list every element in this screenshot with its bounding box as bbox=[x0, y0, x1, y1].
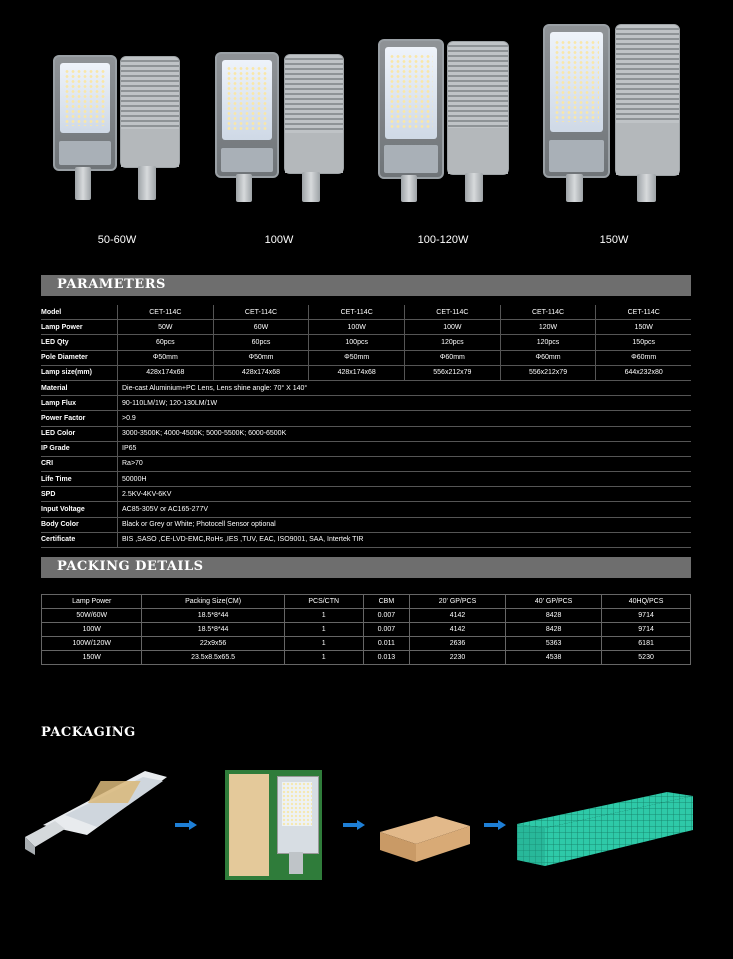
spec-label: Life Time bbox=[41, 475, 72, 483]
spec-row-ip-grade bbox=[41, 442, 691, 457]
table-cell: 2636 bbox=[409, 637, 505, 651]
spec-label: LED Color bbox=[41, 430, 76, 438]
param-cell: 60W bbox=[213, 320, 309, 334]
lamp-front-image bbox=[53, 55, 117, 171]
table-cell: 100W/120W bbox=[42, 637, 142, 651]
container-image bbox=[517, 790, 695, 868]
spec-row-power-factor bbox=[41, 411, 691, 426]
param-cell: 150pcs bbox=[595, 335, 691, 349]
column-header: 40' GP/PCS bbox=[506, 595, 602, 609]
param-cell: Φ50mm bbox=[308, 351, 404, 365]
param-cell: CET-114C bbox=[595, 305, 691, 319]
spec-row-life-time bbox=[41, 472, 691, 487]
param-cell: 120pcs bbox=[500, 335, 596, 349]
table-cell: 2230 bbox=[409, 651, 505, 665]
arrow-icon bbox=[484, 820, 506, 830]
column-header: 40HQ/PCS bbox=[602, 595, 691, 609]
lamp-front-image bbox=[378, 39, 444, 179]
table-row bbox=[42, 651, 691, 665]
spec-row-input-voltage bbox=[41, 502, 691, 517]
table-cell: 8428 bbox=[506, 609, 602, 623]
param-cell: 428x174x68 bbox=[213, 366, 309, 380]
spec-row-body-color bbox=[41, 518, 691, 533]
column-header: 20' GP/PCS bbox=[409, 595, 505, 609]
table-cell: 100W bbox=[42, 623, 142, 637]
spec-label: Power Factor bbox=[41, 414, 86, 422]
table-row bbox=[42, 637, 691, 651]
packing-table bbox=[41, 594, 691, 665]
param-cell: 60pcs bbox=[213, 335, 309, 349]
product-label: 100-120W bbox=[417, 234, 469, 246]
spec-row-cri bbox=[41, 457, 691, 472]
param-cell: 428x174x68 bbox=[308, 366, 404, 380]
param-cell: Φ50mm bbox=[213, 351, 309, 365]
param-cell: 100pcs bbox=[308, 335, 404, 349]
param-cell: Φ60mm bbox=[500, 351, 596, 365]
spec-row-material bbox=[41, 381, 691, 396]
spec-label: SPD bbox=[41, 490, 56, 498]
spec-label: Certificate bbox=[41, 536, 76, 544]
lamp-back-image bbox=[120, 56, 180, 168]
spec-value: AC85-305V or AC165-277V bbox=[117, 502, 691, 516]
param-cell: 100W bbox=[404, 320, 500, 334]
spec-value: 3000-3500K; 4000-4500K; 5000-5500K; 6000-6500K bbox=[117, 427, 691, 441]
param-cell: 100W bbox=[308, 320, 404, 334]
table-cell: 1 bbox=[284, 637, 363, 651]
gift-box-image bbox=[225, 770, 322, 880]
spec-row-certificate bbox=[41, 533, 691, 548]
table-cell: 4538 bbox=[506, 651, 602, 665]
param-cell: CET-114C bbox=[213, 305, 309, 319]
param-cell: Φ60mm bbox=[595, 351, 691, 365]
param-row-led-qty bbox=[41, 335, 691, 350]
param-cell: 428x174x68 bbox=[117, 366, 213, 380]
table-cell: 18.5*8*44 bbox=[142, 609, 284, 623]
arrow-icon bbox=[175, 820, 197, 830]
param-cell: Φ60mm bbox=[404, 351, 500, 365]
product-label: 100W bbox=[264, 234, 294, 246]
table-cell: 6181 bbox=[602, 637, 691, 651]
column-header: PCS/CTN bbox=[284, 595, 363, 609]
table-cell: 0.007 bbox=[363, 623, 409, 637]
spec-value: Die-cast Aluminium+PC Lens, Lens shine angle: 70° X 140° bbox=[117, 381, 691, 395]
spec-label: CRI bbox=[41, 460, 54, 468]
table-cell: 18.5*8*44 bbox=[142, 623, 284, 637]
param-cell: Φ50mm bbox=[117, 351, 213, 365]
spec-value: Ra>70 bbox=[117, 457, 691, 471]
param-cell: 150W bbox=[595, 320, 691, 334]
param-cell: 50W bbox=[117, 320, 213, 334]
spec-row-led-color bbox=[41, 427, 691, 442]
table-cell: 150W bbox=[42, 651, 142, 665]
arrow-icon bbox=[343, 820, 365, 830]
spec-value: >0.9 bbox=[117, 411, 691, 425]
spec-value: IP65 bbox=[117, 442, 691, 456]
param-row-lamp-size bbox=[41, 366, 691, 381]
column-header: CBM bbox=[363, 595, 409, 609]
param-row-pole-diameter bbox=[41, 351, 691, 366]
param-label: Pole Diameter bbox=[41, 354, 88, 362]
table-cell: 9714 bbox=[602, 623, 691, 637]
param-cell: 60pcs bbox=[117, 335, 213, 349]
param-cell: CET-114C bbox=[404, 305, 500, 319]
table-cell: 0.013 bbox=[363, 651, 409, 665]
param-cell: CET-114C bbox=[117, 305, 213, 319]
spec-row-lamp-flux bbox=[41, 396, 691, 411]
param-label: Model bbox=[41, 308, 62, 316]
param-cell: 644x232x80 bbox=[595, 366, 691, 380]
table-cell: 9714 bbox=[602, 609, 691, 623]
product-label: 50-60W bbox=[97, 234, 137, 246]
param-cell: CET-114C bbox=[308, 305, 404, 319]
spec-label: Input Voltage bbox=[41, 506, 85, 514]
spec-value: 2.5KV-4KV-6KV bbox=[117, 487, 691, 501]
lamp-back-image bbox=[615, 24, 680, 176]
table-cell: 0.007 bbox=[363, 609, 409, 623]
table-header-row bbox=[42, 595, 691, 609]
param-row-model bbox=[41, 305, 691, 320]
spec-label: Material bbox=[41, 384, 68, 392]
param-row-lamp-power bbox=[41, 320, 691, 335]
param-cell: 556x212x79 bbox=[500, 366, 596, 380]
spec-label: IP Grade bbox=[41, 445, 70, 453]
spec-value: Black or Grey or White; Photocell Sensor optional bbox=[117, 518, 691, 532]
column-header: Lamp Power bbox=[42, 595, 142, 609]
column-header: Packing Size(CM) bbox=[142, 595, 284, 609]
carton-box-image bbox=[378, 812, 473, 864]
param-cell: 120W bbox=[500, 320, 596, 334]
lamp-back-image bbox=[284, 54, 344, 174]
lamp-front-image bbox=[215, 52, 279, 178]
table-cell: 5230 bbox=[602, 651, 691, 665]
product-label: 150W bbox=[599, 234, 629, 246]
table-cell: 8428 bbox=[506, 623, 602, 637]
table-cell: 1 bbox=[284, 623, 363, 637]
param-cell: CET-114C bbox=[500, 305, 596, 319]
param-label: Lamp Power bbox=[41, 323, 83, 331]
parameters-title: PARAMETERS bbox=[57, 277, 166, 292]
street-lamp-image bbox=[25, 763, 175, 858]
param-label: LED Qty bbox=[41, 338, 69, 346]
spec-label: Body Color bbox=[41, 521, 79, 529]
spec-value: 90-110LM/1W; 120-130LM/1W bbox=[117, 396, 691, 410]
spec-row-spd bbox=[41, 487, 691, 502]
parameters-table bbox=[41, 305, 691, 548]
table-cell: 5363 bbox=[506, 637, 602, 651]
table-cell: 4142 bbox=[409, 609, 505, 623]
table-row bbox=[42, 609, 691, 623]
param-cell: 120pcs bbox=[404, 335, 500, 349]
packaging-title: PACKAGING bbox=[41, 725, 136, 740]
table-cell: 22x9x56 bbox=[142, 637, 284, 651]
packing-title: PACKING DETAILS bbox=[57, 559, 204, 574]
table-cell: 23.5x8.5x65.5 bbox=[142, 651, 284, 665]
spec-value: 50000H bbox=[117, 472, 691, 486]
table-cell: 1 bbox=[284, 651, 363, 665]
spec-value: BIS ,SASO ,CE-LVD-EMC,RoHs ,IES ,TUV, EAC, ISO9001, SAA, Intertek TIR bbox=[117, 533, 691, 547]
param-label: Lamp size(mm) bbox=[41, 369, 92, 377]
lamp-front-image bbox=[543, 24, 610, 178]
parameters-header bbox=[41, 275, 691, 296]
lamp-back-image bbox=[447, 41, 509, 175]
param-cell: 556x212x79 bbox=[404, 366, 500, 380]
table-cell: 4142 bbox=[409, 623, 505, 637]
spec-label: Lamp Flux bbox=[41, 399, 77, 407]
table-cell: 50W/60W bbox=[42, 609, 142, 623]
table-cell: 0.011 bbox=[363, 637, 409, 651]
packing-header bbox=[41, 557, 691, 578]
table-cell: 1 bbox=[284, 609, 363, 623]
table-row bbox=[42, 623, 691, 637]
